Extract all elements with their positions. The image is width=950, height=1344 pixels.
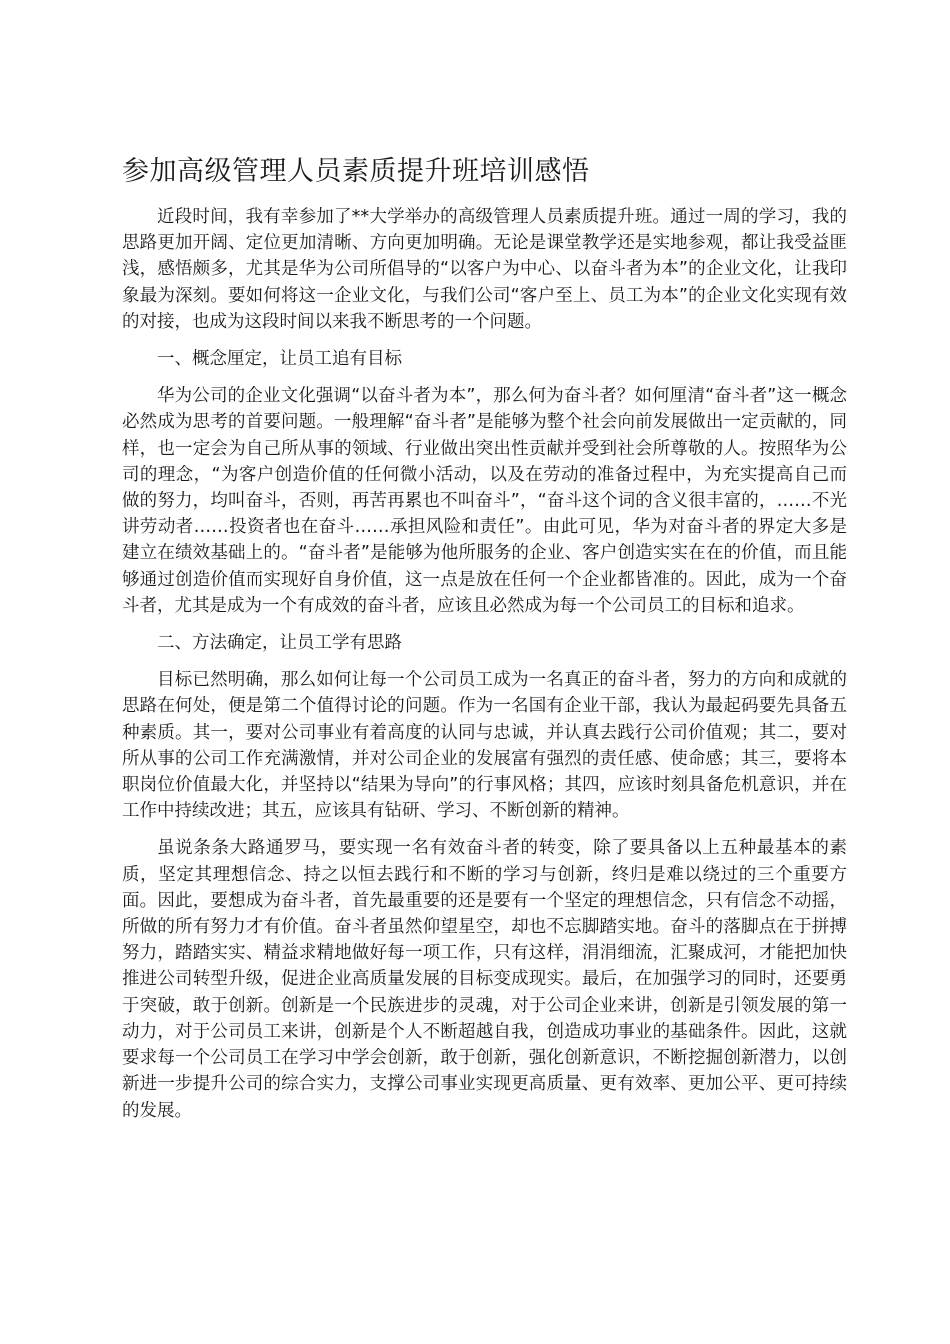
section-heading-1: 一、概念厘定，让员工追有目标 [157, 349, 402, 370]
paragraph-section-2a: 目标已然明确，那么如何让每一个公司员工成为一名真正的奋斗者，努力的方向和成就的思路在何处，便是第二个值得讨论的问题。作为一名国有企业干部，我认为最起码要先具备五种素质。其一，要对公司事业有着高度的认同与忠诚，并认真去践行公司价值观；其二，要对所从事的公司工作充满激情，并对公司企业的发展富有强烈的责任感、使命感；其三，要将本职岗位价值最大化，并坚持以“结果为导向”的行事风格；其四，应该时刻具备危机意识，并在工作中持续改进；其五，应该具有钻研、学习、不断创新的精神。 [122, 670, 847, 822]
section-heading-2: 二、方法确定，让员工学有思路 [157, 633, 402, 654]
paragraph-section-2b: 虽说条条大路通罗马，要实现一名有效奋斗者的转变，除了要具备以上五种最基本的素质，坚定其理想信念、持之以恒去践行和不断的学习与创新，终归是难以绕过的三个重要方面。因此，要想成为奋斗者，首先最重要的还是要有一个坚定的理想信念，只有信念不动摇，所做的所有努力才有价值。奋斗者虽然仰望星空，却也不忘脚踏实地。奋斗的落脚点在于拼搏努力，踏踏实实、精益求精地做好每一项工作，只有这样，涓涓细流，汇聚成河，才能把加快推进公司转型升级，促进企业高质量发展的目标变成现实。最后，在加强学习的同时，还要勇于突破，敢于创新。创新是一个民族进步的灵魂，对于公司企业来讲，创新是引领发展的第一动力，对于公司员工来讲，创新是个人不断超越自我，创造成功事业的基础条件。因此，这就要求每一个公司员工在学习中学会创新，敢于创新，强化创新意识，不断挖掘创新潜力，以创新进一步提升公司的综合实力，支撑公司事业实现更高质量、更有效率、更加公平、更可持续的发展。 [122, 838, 847, 1121]
paragraph-section-1: 华为公司的企业文化强调“以奋斗者为本”，那么何为奋斗者？如何厘清“奋斗者”这一概念必然成为思考的首要问题。一般理解“奋斗者”是能够为整个社会向前发展做出一定贡献的，同样，也一定会为自己所从事的领域、行业做出突出性贡献并受到社会所尊敬的人。按照华为公司的理念，“为客户创造价值的任何微小活动，以及在劳动的准备过程中，为充实提高自己而做的努力，均叫奋斗，否则，再苦再累也不叫奋斗”，“奋斗这个词的含义很丰富的，……不光讲劳动者……投资者也在奋斗……承担风险和责任”。由此可见，华为对奋斗者的界定大多是建立在绩效基础上的。“奋斗者”是能够为他所服务的企业、客户创造实实在在的价值，而且能够通过创造价值而实现好自身价值，这一点是放在任何一个企业都皆准的。因此，成为一个奋斗者，尤其是成为一个有成效的奋斗者，应该且必然成为每一个公司员工的目标和追求。 [122, 386, 847, 616]
document-title: 参加高级管理人员素质提升班培训感悟 [122, 156, 590, 187]
paragraph-intro: 近段时间，我有幸参加了**大学举办的高级管理人员素质提升班。通过一周的学习，我的思路更加开阔、定位更加清晰、方向更加明确。无论是课堂教学还是实地参观，都让我受益匪浅，感悟颇多，尤其是华为公司所倡导的“以客户为中心、以奋斗者为本”的企业文化，让我印象最为深刻。要如何将这一企业文化，与我们公司“客户至上、员工为本”的企业文化实现有效的对接，也成为这段时间以来我不断思考的一个问题。 [122, 207, 847, 332]
document-page [122, 152, 847, 1135]
